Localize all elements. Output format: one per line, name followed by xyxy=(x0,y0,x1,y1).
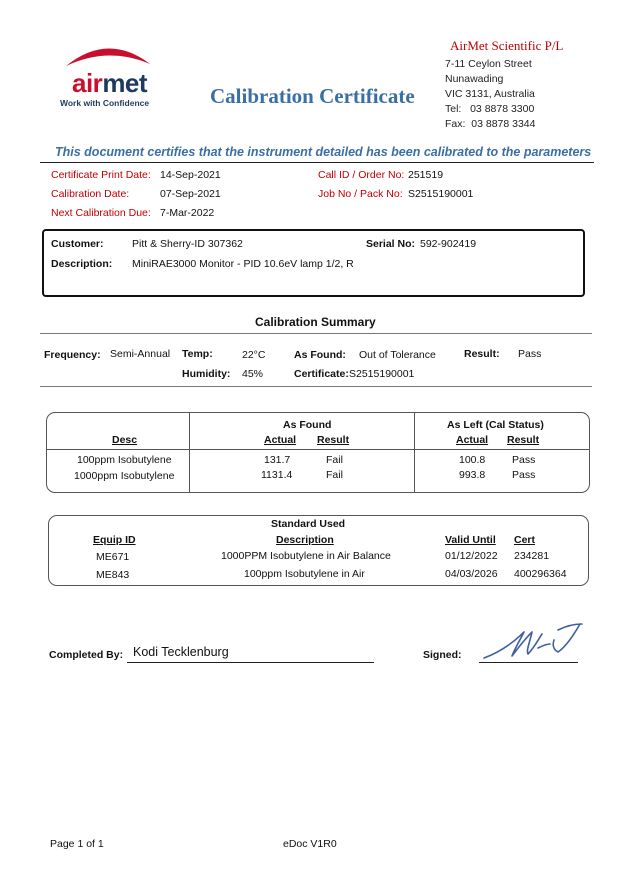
summary-top-divider xyxy=(40,333,592,334)
airmet-logo-arc xyxy=(62,40,154,70)
summary-bottom-divider xyxy=(40,386,592,387)
as-found-label: As Found: xyxy=(294,349,346,361)
table-row-found-result: Fail xyxy=(326,454,343,466)
table-row-found-actual: 1131.4 xyxy=(261,469,293,481)
doc-version: eDoc V1R0 xyxy=(283,838,337,850)
humidity-label: Humidity: xyxy=(182,368,231,380)
results-col-divider-2 xyxy=(414,412,415,493)
page-title: Calibration Certificate xyxy=(210,84,415,108)
table-row-found-result: Fail xyxy=(326,469,343,481)
frequency-label: Frequency: xyxy=(44,349,101,361)
table-row-left-result: Pass xyxy=(512,454,536,466)
table-row-left-result: Pass xyxy=(512,469,536,481)
as-left-header: As Left (Cal Status) xyxy=(447,419,544,431)
call-id-label: Call ID / Order No: xyxy=(318,169,405,181)
table-row-std-desc: 1000PPM Isobutylene in Air Balance xyxy=(221,550,391,562)
next-cal-label: Next Calibration Due: xyxy=(51,207,151,219)
company-state: VIC 3131, Australia xyxy=(445,88,535,100)
completed-by-label: Completed By: xyxy=(49,649,124,661)
as-found-value: Out of Tolerance xyxy=(359,349,436,361)
job-no-label: Job No / Pack No: xyxy=(318,188,403,200)
results-desc-header: Desc xyxy=(112,434,138,446)
logo-word-met: met xyxy=(102,68,148,98)
found-result-header: Result xyxy=(317,434,350,446)
left-actual-header: Actual xyxy=(456,434,489,446)
equip-id-header: Equip ID xyxy=(93,534,136,546)
results-header-divider xyxy=(46,449,590,450)
table-row-equip: ME843 xyxy=(96,569,130,581)
signature-image xyxy=(480,618,586,662)
table-row-found-actual: 131.7 xyxy=(264,454,291,466)
temp-value: 22°C xyxy=(242,349,266,361)
table-row-desc: 100ppm Isobutylene xyxy=(77,454,172,466)
summary-title: Calibration Summary xyxy=(255,315,376,329)
table-row-equip: ME671 xyxy=(96,551,130,563)
left-result-header: Result xyxy=(507,434,540,446)
company-name: AirMet Scientific P/L xyxy=(450,38,564,53)
company-street: 7-11 Ceylon Street xyxy=(445,58,532,70)
description-value: MiniRAE3000 Monitor - PID 10.6eV lamp 1/2, R xyxy=(132,258,354,270)
company-tel: Tel: 03 8878 3300 xyxy=(445,103,535,115)
result-label: Result: xyxy=(464,348,500,360)
call-id-value: 251519 xyxy=(408,169,444,181)
print-date-value: 14-Sep-2021 xyxy=(160,169,221,181)
std-desc-header: Description xyxy=(276,534,334,546)
customer-label: Customer: xyxy=(51,238,104,250)
company-fax: Fax: 03 8878 3344 xyxy=(445,118,536,130)
logo-tagline: Work with Confidence xyxy=(60,98,150,108)
table-row-valid: 04/03/2026 xyxy=(445,568,498,580)
serial-value: 592-902419 xyxy=(420,238,477,250)
next-cal-value: 7-Mar-2022 xyxy=(160,207,215,219)
table-row-left-actual: 100.8 xyxy=(459,454,486,466)
as-found-header: As Found xyxy=(283,419,332,431)
customer-value: Pitt & Sherry-ID 307362 xyxy=(132,238,243,250)
signed-line xyxy=(479,662,578,663)
page-number: Page 1 of 1 xyxy=(50,838,104,850)
valid-until-header: Valid Until xyxy=(445,534,496,546)
header-divider xyxy=(40,162,594,163)
certificate-value: S2515190001 xyxy=(349,368,415,380)
temp-label: Temp: xyxy=(182,348,213,360)
cal-date-value: 07-Sep-2021 xyxy=(160,188,221,200)
signed-label: Signed: xyxy=(423,649,462,661)
results-col-divider-1 xyxy=(189,412,190,493)
found-actual-header: Actual xyxy=(264,434,297,446)
company-suburb: Nunawading xyxy=(445,73,504,85)
table-row-desc: 1000ppm Isobutylene xyxy=(74,470,175,482)
table-row-cert: 400296364 xyxy=(514,568,567,580)
result-value: Pass xyxy=(518,348,542,360)
completed-by-line xyxy=(127,662,374,663)
humidity-value: 45% xyxy=(242,368,264,380)
job-no-value: S2515190001 xyxy=(408,188,474,200)
cal-date-label: Calibration Date: xyxy=(51,188,130,200)
standards-title: Standard Used xyxy=(271,518,346,530)
completed-by-value: Kodi Tecklenburg xyxy=(133,645,229,659)
cert-header: Cert xyxy=(514,534,536,546)
certification-statement: This document certifies that the instrument detailed has been calibrated to the parameters xyxy=(55,145,592,159)
description-label: Description: xyxy=(51,258,113,270)
certificate-label: Certificate: xyxy=(294,368,349,380)
airmet-logo xyxy=(72,68,147,99)
frequency-value: Semi-Annual xyxy=(110,348,171,360)
serial-label: Serial No: xyxy=(366,238,416,250)
logo-word-air: air xyxy=(72,68,103,98)
table-row-valid: 01/12/2022 xyxy=(445,550,498,562)
print-date-label: Certificate Print Date: xyxy=(51,169,151,181)
table-row-cert: 234281 xyxy=(514,550,550,562)
table-row-left-actual: 993.8 xyxy=(459,469,486,481)
table-row-std-desc: 100ppm Isobutylene in Air xyxy=(244,568,365,580)
